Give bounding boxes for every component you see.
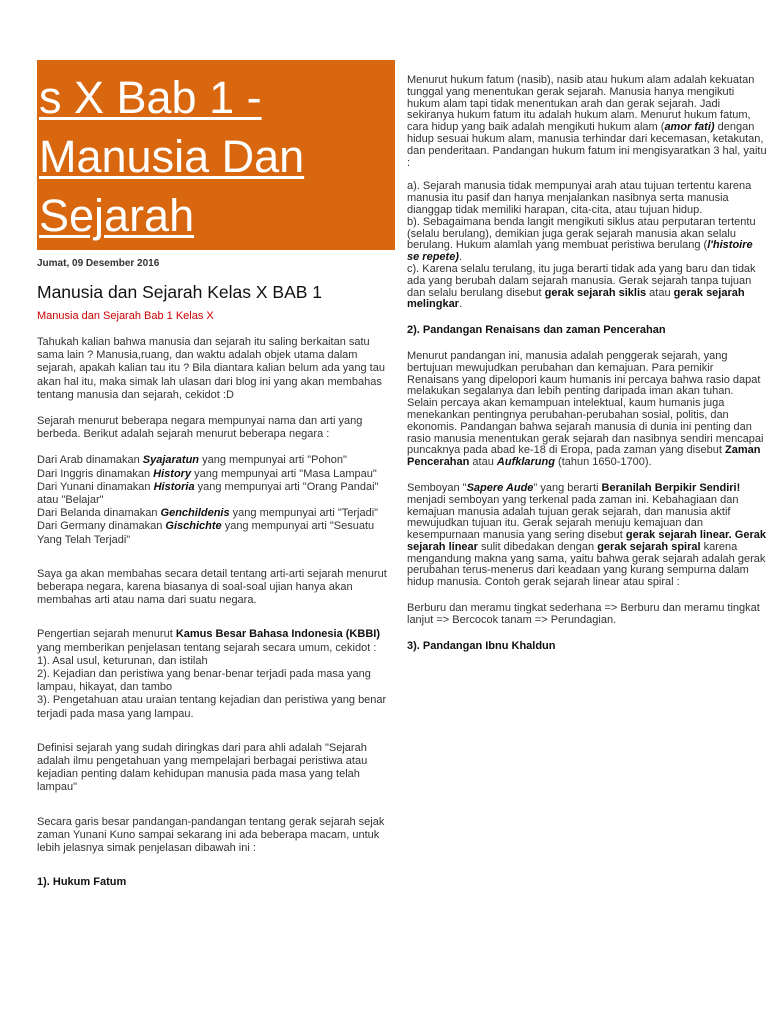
- fatum-points: [407, 181, 767, 311]
- names-list: [37, 454, 395, 546]
- section-heading: 1). Hukum Fatum: [37, 876, 127, 889]
- post-subtitle: Manusia dan Sejarah Bab 1 Kelas X: [37, 310, 214, 322]
- renaisans-paragraph: Menurut pandangan ini, manusia adalah penggerak sejarah, yang bertujuan mewujudkan perubahan dan kemajuan. Para pemikir Renaisans yang dipelopori kaum humanis ini percaya bahwa rasio dapat melakukan segalanya dan lebih penting daripada iman akan tuhan. Selain percaya akan kemampuan intelektual, kaum humanis juga menekankan pentingnya perubahan-perubahan sosial, politis, dan ekonomis. Pandangan bahwa sejarah manusia di dunia ini penting dan rasio manusia menentukan gerak sejarah dan nasibnya sendiri mencapai puncaknya pada abad ke-18 di Eropa, pada zaman yang disebut Zaman Pencerahan atau Aufklarung (tahun 1650-1700).: [407, 349, 764, 469]
- kbbi-section: Pengertian sejarah menurut Kamus Besar Bahasa Indonesia (KBBI) yang memberikan penjelasan tentang sejarah secara umum, cekidot : 1). Asal usul, keturunan, dan istilah 2). Kejadian dan peristiwa yang benar-benar terjadi pada masa yang lampau, hikayat, dan tambo 3). Pengetahuan atau uraian tentang kejadian dan peristiwa yang benar terjadi pada masa yang lampau.: [37, 628, 395, 720]
- disclaimer-paragraph: Saya ga akan membahas secara detail tentang arti-arti sejarah menurut beberapa negara, karena biasanya di soal-soal ujian hanya akan membahas arti atau nama dari suatu negara.: [37, 567, 387, 607]
- list-item: c). Karena selalu terulang, itu juga berarti tidak ada yang baru dan tidak ada yang berubah dalam sejarah manusia. Gerak sejarah tanpa tujuan dan selalu berulang disebut gerak sejarah siklis atau gerak sejarah melingkar.: [407, 262, 756, 311]
- views-intro-paragraph: Secara garis besar pandangan-pandangan tentang gerak sejarah sejak zaman Yunani Kuno sampai sekarang ini ada beberapa macam, untuk lebih jelasnya simak penjelasan dibawah ini :: [37, 815, 385, 855]
- names-intro-paragraph: Sejarah menurut beberapa negara mempunyai nama dan arti yang berbeda. Berikut adalah sejarah menurut beberapa negara :: [37, 415, 363, 441]
- example-paragraph: Berburu dan meramu tingkat sederhana => Berburu dan meramu tingkat lanjut => Bercocok tanam => Perundagian.: [407, 602, 760, 626]
- list-item: b). Sebagaimana benda langit mengikuti siklus atau perputaran tertentu (selalu berulang), demikian juga gerak sejarah manusia akan selalu berulang. Hukum alamlah yang membuat peristiwa berulang (l'histoire se repete).: [407, 215, 756, 264]
- banner-title-link[interactable]: s X Bab 1 - Manusia Dan Sejarah: [39, 72, 305, 241]
- list-item: 2). Kejadian dan peristiwa yang benar-benar terjadi pada masa yang lampau, hikayat, dan tambo: [37, 668, 371, 694]
- list-item: Dari Yunani dinamakan Historia yang mempunyai arti "Orang Pandai" atau "Belajar": [37, 480, 379, 507]
- intro-paragraph: Tahukah kalian bahwa manusia dan sejarah itu saling berkaitan satu sama lain ? Manusia,ruang, dan waktu adalah objek utama dalam sejarah, apakah kalian tau itu ? Bila diantara kalian belum ada yang tau akan hal itu, maka simak lah ulasan dari blog ini yang akan membahas tentang manusia dan sejarah, cekidot :D: [37, 336, 385, 401]
- list-item: Dari Germany dinamakan Gischichte yang mempunyai arti "Sesuatu Yang Telah Terjadi": [37, 520, 375, 546]
- section-heading: 2). Pandangan Renaisans dan zaman Pencerahan: [407, 324, 666, 337]
- title-banner: [37, 60, 395, 250]
- list-item: Dari Belanda dinamakan Genchildenis yang mempunyai arti "Terjadi": [37, 507, 379, 520]
- list-item: a). Sejarah manusia tidak mempunyai arah atau tujuan tertentu karena manusia itu pasif dan hanya menjalankan nasibnya serta manusia dianggap tidak memiliki harapan, cita-cita, atau tujuan hidup.: [407, 180, 752, 216]
- motto-paragraph: Semboyan "Sapere Aude" yang berarti Beranilah Berpikir Sendiri! menjadi semboyan yang terkenal pada zaman ini. Kebahagiaan dan kemajuan manusia adalah tujuan gerak sejarah, dan manusia aktif mewujudkan tujuan itu. Gerak sejarah menuju kemajuan dan kesempurnaan manusia yang sering disebut gerak sejarah linear. Gerak sejarah linear sulit dibedakan dengan gerak sejarah spiral karena mengandung makna yang sama, yaitu bahwa gerak sejarah adalah gerak perubahan terus-menerus dari keadaan yang kurang sempurna dalam hidup manusia. Contoh gerak sejarah linear atau spiral :: [407, 481, 766, 589]
- post-title[interactable]: Manusia dan Sejarah Kelas X BAB 1: [37, 282, 323, 302]
- left-column: [37, 60, 395, 890]
- list-item: Dari Arab dinamakan Syajaratun yang mempunyai arti "Pohon": [37, 454, 347, 467]
- definition-paragraph: Definisi sejarah yang sudah diringkas dari para ahli adalah "Sejarah adalah ilmu pengetahuan yang mempelajari berbagai peristiwa atau kejadian penting dalam kehidupan manusia pada masa yang telah lampau": [37, 741, 368, 794]
- list-item: Dari Inggris dinamakan History yang mempunyai arti "Masa Lampau": [37, 467, 377, 480]
- list-item: 1). Asal usul, keturunan, dan istilah: [37, 654, 208, 667]
- fatum-paragraph: Menurut hukum fatum (nasib), nasib atau hukum alam adalah kekuatan tunggal yang menentukan gerak sejarah. Manusia hanya mengikuti hukum alam tapi tidak menentukan arah dan gerak sejarah. Jadi sekiranya hukum fatum itu adalah hukum alam. Menurut hukum fatum, cara hidup yang baik adalah mengikuti hukum alam (amor fati) dengan hidup sesuai hukum alam, manusia terhindar dari kecemasan, ketakutan, dan penderitaan. Pandangan hukum fatum ini mengisyaratkan 3 hal, yaitu :: [407, 74, 767, 169]
- list-item: 3). Pengetahuan atau uraian tentang kejadian dan peristiwa yang benar terjadi pada masa yang lampau.: [37, 694, 387, 720]
- right-column: [407, 75, 767, 652]
- section-heading: 3). Pandangan Ibnu Khaldun: [407, 639, 556, 652]
- post-date: Jumat, 09 Desember 2016: [37, 258, 160, 269]
